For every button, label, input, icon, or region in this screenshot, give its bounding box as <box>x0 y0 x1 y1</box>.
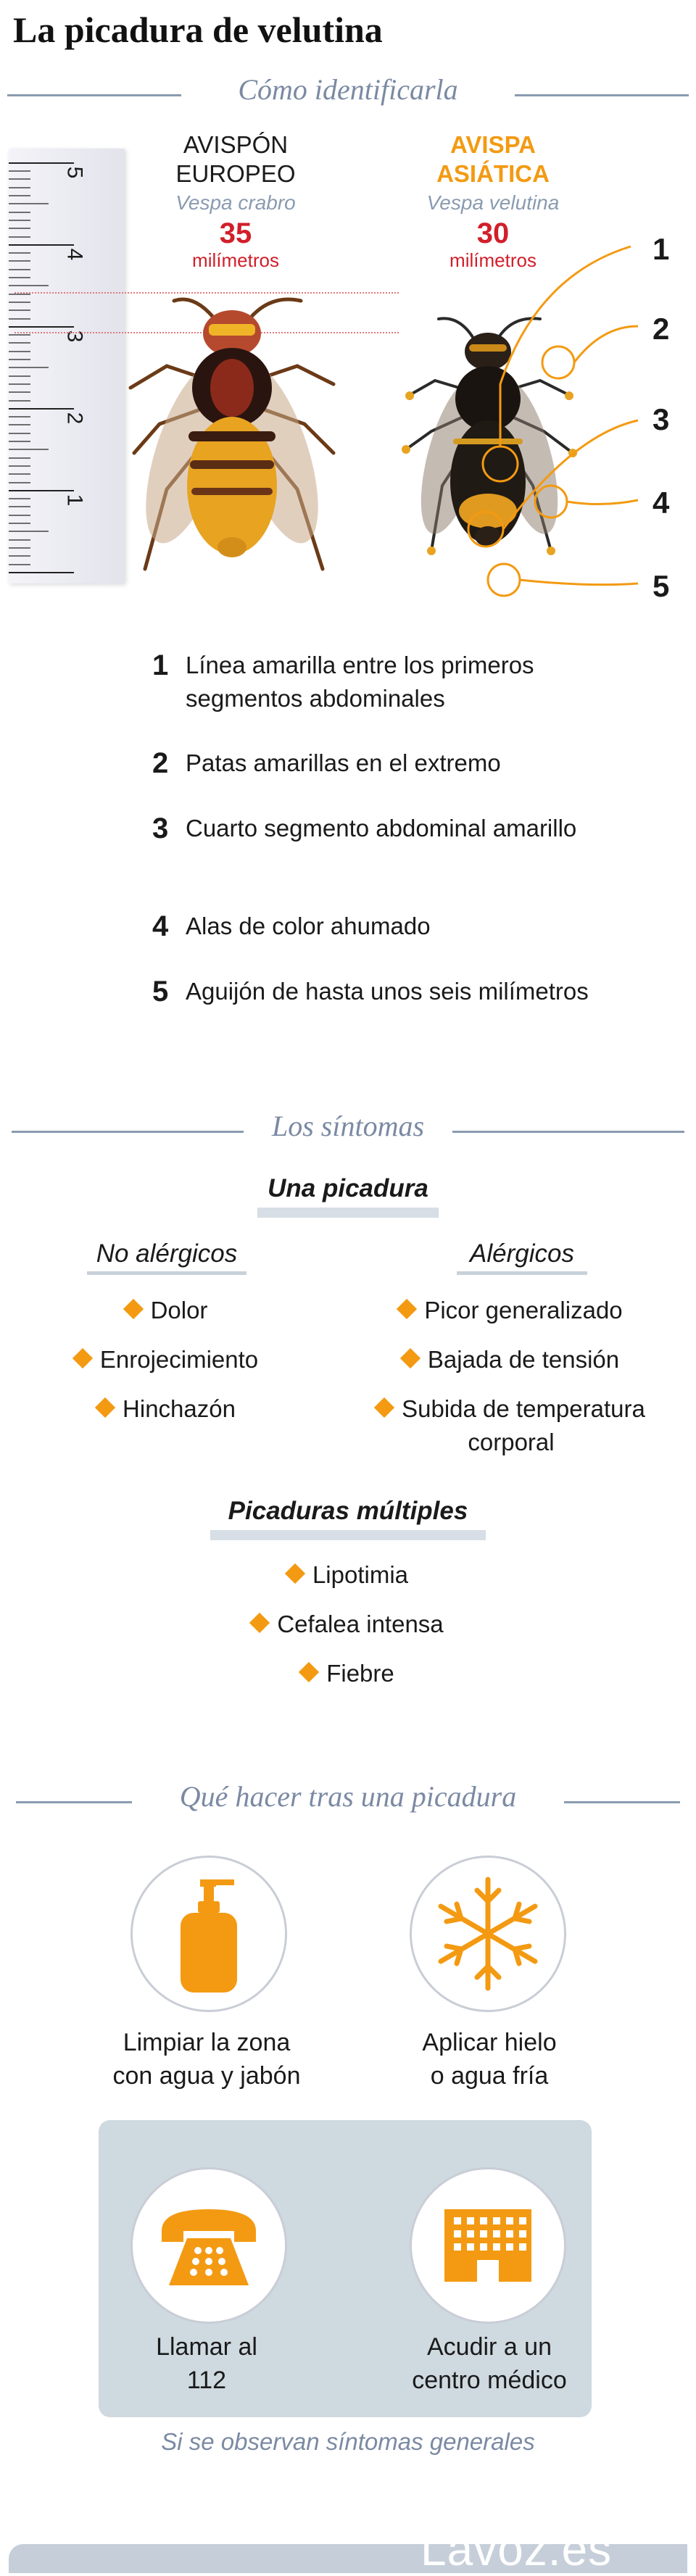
european-hornet-illustration <box>116 286 355 591</box>
soap-bottle-icon <box>133 1858 285 2010</box>
callout-number-2: 2 <box>652 312 670 346</box>
list-item: Subida de temperatura corporal <box>348 1392 674 1459</box>
page-title: La picadura de velutina <box>13 9 383 50</box>
action-call-caption: Llamar al 112 <box>156 2333 257 2394</box>
feature-text: Alas de color ahumado <box>186 913 431 939</box>
european-size: 35 <box>219 217 252 249</box>
allergic-heading: Alérgicos <box>413 1239 631 1275</box>
list-item: Fiebre <box>203 1657 493 1706</box>
feature-3 <box>152 812 616 845</box>
feature-number: 4 <box>152 910 169 942</box>
european-unit: milímetros <box>192 249 279 271</box>
european-hornet-label <box>138 130 334 271</box>
non-allergic-list <box>22 1294 312 1442</box>
asian-latin: Vespa velutina <box>426 191 560 214</box>
list-item: Hinchazón <box>22 1392 312 1442</box>
feature-number: 1 <box>152 649 169 681</box>
ruler-tick-3: 3 <box>62 330 87 343</box>
ruler-tick-5: 5 <box>62 166 87 179</box>
callout-lines <box>392 217 696 609</box>
callout-number-5: 5 <box>652 569 670 603</box>
diamond-bullet-icon <box>285 1563 305 1584</box>
footer-brand: Lavoz.es <box>420 2523 613 2575</box>
multiple-stings-heading: Picaduras múltiples <box>203 1497 493 1540</box>
severe-symptoms-note: Si se observan síntomas generales <box>161 2428 535 2455</box>
non-allergic-heading: No alérgicos <box>58 1239 276 1275</box>
diamond-bullet-icon <box>123 1299 143 1319</box>
multiple-stings-list <box>203 1558 493 1706</box>
action-ice-caption: Aplicar hielo o agua fría <box>422 2029 557 2090</box>
action-clean-circle <box>130 1856 287 2012</box>
asian-name-2: ASIÁTICA <box>436 160 550 187</box>
diamond-bullet-icon <box>397 1299 417 1319</box>
diamond-bullet-icon <box>249 1613 270 1633</box>
list-item: Enrojecimiento <box>22 1343 312 1392</box>
single-sting-heading: Una picadura <box>239 1174 457 1218</box>
list-item: Picor generalizado <box>348 1294 674 1343</box>
feature-5 <box>152 975 616 1008</box>
feature-1 <box>152 649 616 715</box>
list-item: Bajada de tensión <box>348 1343 674 1392</box>
action-call-circle <box>130 2167 287 2324</box>
hospital-icon <box>412 2169 564 2322</box>
ruler-tick-2: 2 <box>62 412 87 425</box>
asian-unit: milímetros <box>450 249 536 271</box>
allergic-list <box>348 1294 674 1459</box>
diamond-bullet-icon <box>299 1662 319 1682</box>
list-item: Cefalea intensa <box>203 1608 493 1657</box>
callout-number-4: 4 <box>652 486 670 520</box>
feature-number: 2 <box>152 747 169 779</box>
asian-name-1: AVISPA <box>450 131 536 158</box>
actions-heading: Qué hacer tras una picadura <box>0 1779 696 1823</box>
feature-4 <box>152 910 616 943</box>
european-name-2: EUROPEO <box>175 160 296 187</box>
callout-number-3: 3 <box>652 402 670 436</box>
snowflake-icon <box>412 1858 564 2010</box>
diamond-bullet-icon <box>400 1348 420 1368</box>
diamond-bullet-icon <box>72 1348 93 1368</box>
ruler-tick-1: 1 <box>62 494 87 507</box>
ruler-tick-4: 4 <box>62 248 87 261</box>
feature-text: Aguijón de hasta unos seis milímetros <box>186 978 589 1005</box>
european-latin: Vespa crabro <box>175 191 296 214</box>
telephone-icon <box>133 2169 285 2322</box>
list-item: Dolor <box>22 1294 312 1343</box>
feature-text: Línea amarilla entre los primeros segmentos abdominales <box>186 652 534 712</box>
action-ice-circle <box>410 1856 566 2012</box>
diamond-bullet-icon <box>374 1397 394 1418</box>
identify-heading: Cómo identificarla <box>0 72 696 116</box>
feature-2 <box>152 747 616 780</box>
feature-number: 5 <box>152 976 169 1007</box>
action-doctor-caption: Acudir a un centro médico <box>412 2333 567 2394</box>
feature-text: Cuarto segmento abdominal amarillo <box>186 815 577 842</box>
callout-number-1: 1 <box>652 232 670 266</box>
diamond-bullet-icon <box>95 1397 115 1418</box>
action-doctor-circle <box>410 2167 566 2324</box>
european-name-1: AVISPÓN <box>183 131 289 158</box>
list-item: Lipotimia <box>203 1558 493 1608</box>
action-clean-caption: Limpiar la zona con agua y jabón <box>112 2029 301 2090</box>
ruler <box>9 149 125 583</box>
symptoms-heading: Los síntomas <box>0 1109 696 1152</box>
feature-text: Patas amarillas en el extremo <box>186 749 501 776</box>
asian-size: 30 <box>476 217 510 249</box>
feature-number: 3 <box>152 813 169 844</box>
